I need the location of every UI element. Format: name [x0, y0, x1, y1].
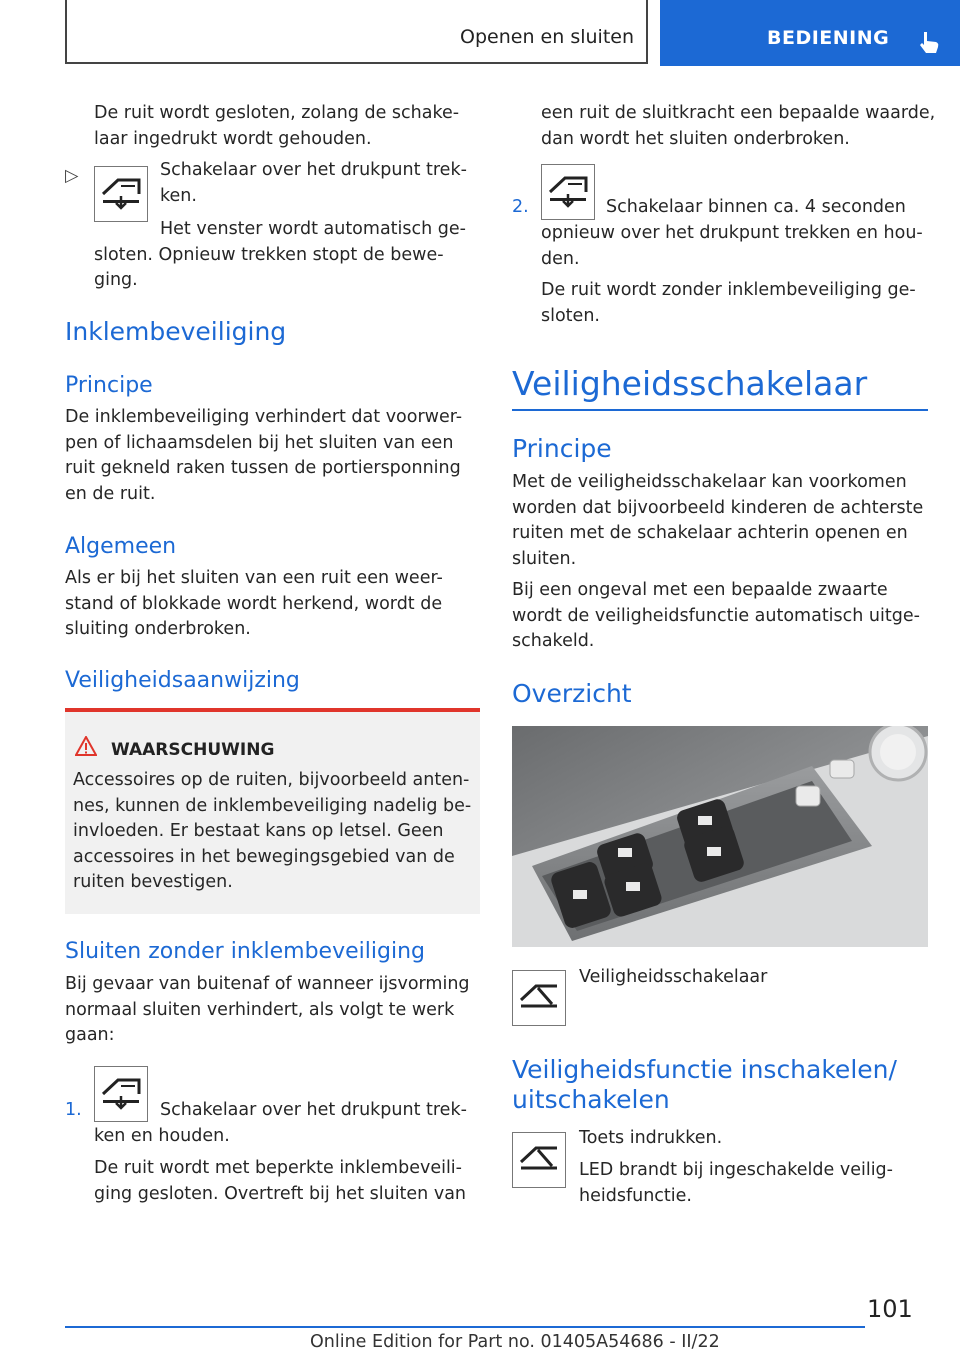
- warning-title: WAARSCHUWING: [111, 740, 275, 760]
- functie-step1: Toets indrukken.: [579, 1128, 723, 1148]
- warning-box: [65, 708, 480, 914]
- footer-edition: Online Edition for Part no. 01405A54686 - II/22: [310, 1332, 720, 1352]
- paragraph-sluiten-zonder: Bij gevaar van buitenaf of wanneer ijsvorming normaal sluiten verhindert, als volgt te werk gaan:: [65, 974, 470, 1045]
- heading-veiligheidsfunctie: Veiligheidsfunctie inschakelen/ uitschakelen: [512, 1055, 897, 1114]
- step2-text-line2: opnieuw over het drukpunt trekken en hou-den.: [541, 223, 923, 269]
- step1-paragraph: De ruit wordt met beperkte inklembeveili-ging gesloten. Overtreft bij het sluiten van: [94, 1158, 467, 1204]
- header-section-box: [65, 0, 648, 64]
- hand-pointer-icon: [918, 30, 940, 54]
- heading-sluiten-zonder: Sluiten zonder inklembeveiliging: [65, 939, 425, 964]
- functie-step2: LED brandt bij ingeschakelde veilig-heidsfunctie.: [579, 1160, 893, 1206]
- page-number: 101: [867, 1295, 913, 1323]
- paragraph-continuation: een ruit de sluitkracht een bepaalde waarde, dan wordt het sluiten onderbroken.: [541, 103, 936, 149]
- paragraph-close-hold: De ruit wordt gesloten, zolang de schake-laar ingedrukt wordt gehouden.: [94, 103, 460, 149]
- bullet-text-line2: ken.: [160, 186, 197, 206]
- header-section-title: Openen en sluiten: [460, 26, 634, 48]
- heading-veiligheidsschakelaar: Veiligheidsschakelaar: [512, 364, 868, 403]
- bullet-marker: ▷: [65, 166, 79, 186]
- heading-inklembeveiliging: Inklembeveiliging: [65, 317, 287, 346]
- heading-principe-right: Principe: [512, 434, 612, 463]
- paragraph-principe-right-2: Bij een ongeval met een bepaalde zwaarte wordt de veiligheidsfunctie automatisch uitge-schakeld.: [512, 580, 920, 651]
- step1-text-line1: Schakelaar over het drukpunt trek-: [160, 1100, 467, 1120]
- window-switch-panel-photo: [512, 726, 928, 947]
- step1-text-line2: ken en houden.: [94, 1126, 230, 1146]
- safety-switch-icon: [512, 970, 566, 1026]
- step2-paragraph: De ruit wordt zonder inklembeveiliging ge-sloten.: [541, 280, 916, 326]
- safety-switch-icon: [512, 1132, 566, 1188]
- window-switch-icon: [94, 1066, 148, 1122]
- paragraph-principe-right-1: Met de veiligheidsschakelaar kan voorkomen worden dat bijvoorbeeld kinderen de achterste ruiten met de schakelaar achterin openen en sluiten.: [512, 472, 924, 569]
- heading-veiligheidsaanwijzing: Veiligheidsaanwijzing: [65, 668, 300, 693]
- paragraph-algemeen: Als er bij het sluiten van een ruit een weer-stand of blokkade wordt herkend, wordt de sluiting onderbroken.: [65, 568, 443, 639]
- heading-algemeen: Algemeen: [65, 534, 177, 559]
- warning-text: Accessoires op de ruiten, bijvoorbeeld anten-nes, kunnen de inklembeveiliging nadelig be-invloeden. Er bestaat kans op letsel. Geen accessoires in het bewegingsgebied van de ruiten bevestigen.: [73, 770, 472, 892]
- heading-principe-left: Principe: [65, 373, 153, 398]
- step2-text-line1: Schakelaar binnen ca. 4 seconden: [606, 197, 906, 217]
- heading-underline: [512, 409, 928, 411]
- safety-switch-caption: Veiligheidsschakelaar: [579, 967, 768, 987]
- heading-overzicht: Overzicht: [512, 679, 632, 708]
- step1-number: 1.: [65, 1100, 82, 1120]
- paragraph-auto-close: Het venster wordt automatisch ge-sloten. Opnieuw trekken stopt de bewe-ging.: [94, 219, 466, 290]
- warning-triangle-icon: [75, 736, 97, 756]
- paragraph-principe-left: De inklembeveiliging verhindert dat voorwer-pen of lichaamsdelen bij het sluiten van een ruit gekneld raken tussen de portiersponning en de ruit.: [65, 407, 463, 504]
- window-switch-icon: [94, 166, 148, 222]
- header-tab-label: BEDIENING: [767, 27, 890, 49]
- bullet-text-line1: Schakelaar over het drukpunt trek-: [160, 160, 467, 180]
- footer-line: [65, 1326, 865, 1328]
- header-tab: [660, 0, 960, 66]
- window-switch-icon: [541, 164, 595, 220]
- step2-number: 2.: [512, 197, 529, 217]
